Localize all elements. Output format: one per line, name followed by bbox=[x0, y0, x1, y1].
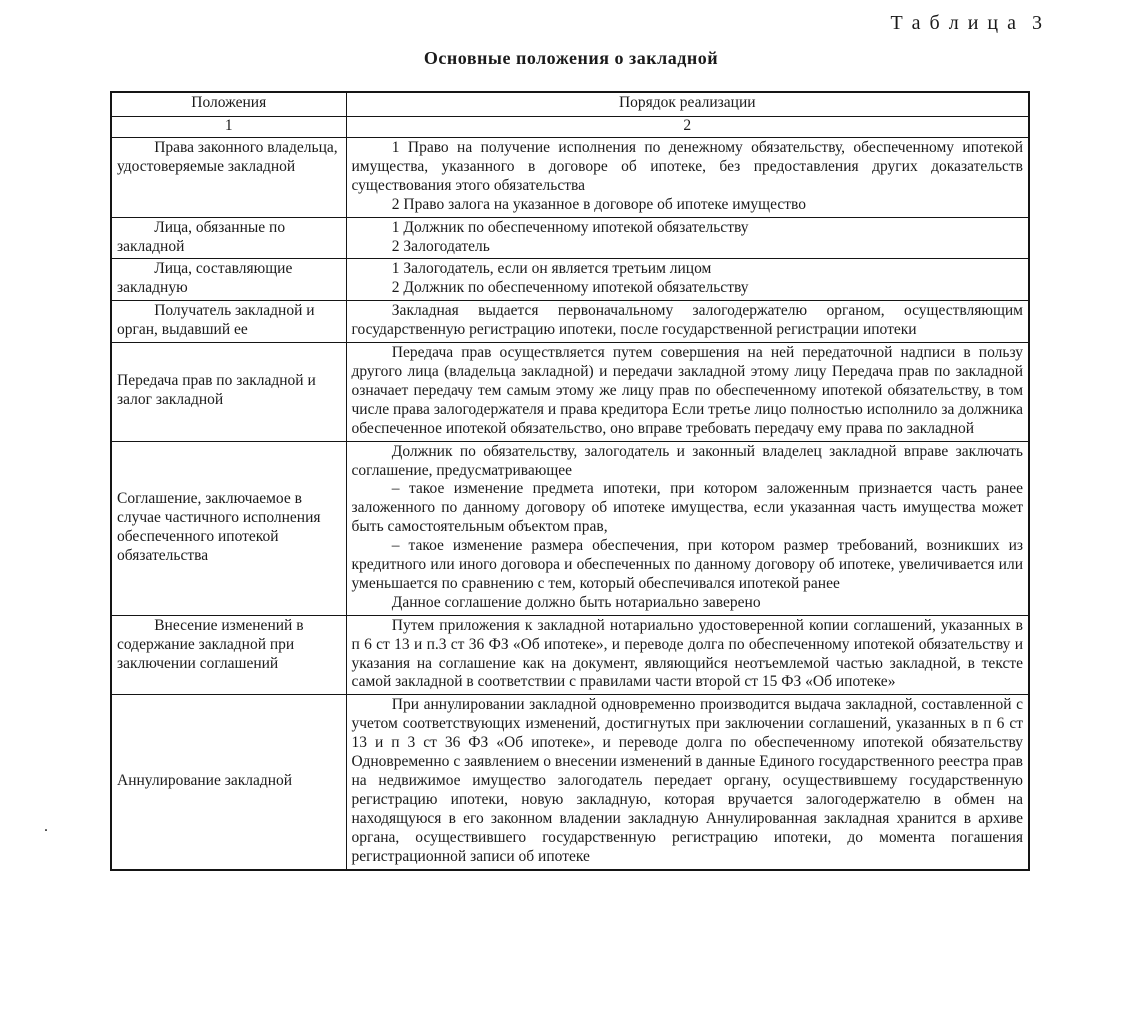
paragraph: 2 Залогодатель bbox=[391, 237, 490, 255]
paragraph: Данное соглашение должно быть нотариально заверено bbox=[391, 593, 761, 611]
stray-mark: . bbox=[44, 818, 48, 835]
paragraph: При аннулировании закладной одновременно производится выдача закладной, составленной с учетом соответствующих изменений, достигнутых при заключении соглашений, указанных в п 6 ст 13 и п 3 ст 36 ФЗ «Об ипотеке», и переводе долга по обеспеченному ипотекой обязательству Одновременно с заявлением о внесении изменений в данные Единого государственного реестра прав на недвижимое имущество залогодатель передает органу, осуществившему государственную регистрацию ипотеки, новую закладную, которая вручается залогодержателю в обмен на находящуюся в его законном владении закладную Аннулированная закладная хранится в архиве органа, осуществившего государственную регистрацию ипотеки, до момента погашения регистрационной записи об ипотеке bbox=[351, 696, 1023, 865]
position-cell: Получатель закладной и орган, выдавший ее bbox=[111, 301, 346, 343]
paragraph: Должник по обязательству, залогодатель и законный владелец закладной вправе заключать соглашение, предусматривающее bbox=[351, 442, 1023, 479]
column-number-1: 1 bbox=[111, 117, 346, 138]
paragraph: – такое изменение предмета ипотеки, при котором заложенным признается часть ранее заложенного по данному договору об ипотеке имущества, если указанная часть имущества может быть самостоятельным объектом прав, bbox=[351, 480, 1023, 536]
column-header-positions: Положения bbox=[111, 92, 346, 117]
position-cell: Соглашение, заключаемое в случае частичного исполнения обеспеченного ипотекой обязательства bbox=[111, 441, 346, 615]
table-caption: Т а б л и ц а 3 bbox=[890, 12, 1044, 34]
paragraph: 1 Право на получение исполнения по денежному обязательству, обеспеченному ипотекой имущества, указанного в договоре об ипотеке, без предоставления других доказательств существования этого обязательства bbox=[351, 139, 1023, 194]
table-row bbox=[111, 138, 1029, 218]
column-header-implementation: Порядок реализации bbox=[346, 92, 1029, 117]
paragraph: 2 Право залога на указанное в договоре об ипотеке имущество bbox=[391, 195, 806, 213]
details-cell bbox=[346, 138, 1029, 218]
position-cell: Лица, обязанные по закладной bbox=[111, 217, 346, 259]
table-header-row bbox=[111, 92, 1029, 117]
paragraph: 2 Должник по обеспеченному ипотекой обязательству bbox=[391, 279, 749, 297]
details-cell bbox=[346, 615, 1029, 695]
details-cell bbox=[346, 441, 1029, 615]
table-row bbox=[111, 301, 1029, 343]
paragraph: Передача прав осуществляется путем совершения на ней передаточной надписи в пользу другого лица (владельца закладной) и передачи закладной этому лицу Передача прав по закладной означает передачу тем самым этому же лицу прав по обеспеченному ипотекой обязательству, в том числе права залогодержателя и права кредитора Если третье лицо полностью исполнило за должника обеспеченное ипотекой обязательство, оно вправе требовать передачу ему права по закладной bbox=[351, 344, 1023, 437]
table-row bbox=[111, 695, 1029, 870]
table-row bbox=[111, 615, 1029, 695]
details-cell bbox=[346, 217, 1029, 259]
details-cell bbox=[346, 695, 1029, 870]
paragraph: 1 Должник по обеспеченному ипотекой обязательству bbox=[391, 218, 749, 236]
table-row bbox=[111, 343, 1029, 442]
table-row bbox=[111, 217, 1029, 259]
provisions-table bbox=[110, 91, 1030, 871]
position-cell: Аннулирование закладной bbox=[111, 695, 346, 870]
paragraph: 1 Залогодатель, если он является третьим лицом bbox=[391, 260, 712, 278]
paragraph: – такое изменение размера обеспечения, при котором размер требований, возникших из кредитного или иного договора и обеспеченных по данному договору об ипотеке, увеличивается или уменьшается по сравнению с тем, который обеспечивался ипотекой ранее bbox=[351, 537, 1023, 592]
document-title: Основные положения о закладной bbox=[423, 48, 719, 68]
details-cell bbox=[346, 301, 1029, 343]
table-row bbox=[111, 259, 1029, 301]
paragraph: Путем приложения к закладной нотариально удостоверенной копии соглашений, указанных в п 6 ст 13 и п.3 ст 36 ФЗ «Об ипотеке», и переводе долга по обеспеченному ипотекой обязательству и указания на соглашение как на документ, являющийся неотъемлемой частью закладной, в тексте самой закладной в соответствии с правилами части второй ст 15 ФЗ «Об ипотеке» bbox=[351, 616, 1023, 691]
position-cell: Права законного владельца, удостоверяемые закладной bbox=[111, 138, 346, 218]
details-cell bbox=[346, 259, 1029, 301]
column-number-2: 2 bbox=[346, 117, 1029, 138]
paragraph: Закладная выдается первоначальному залогодержателю органом, осуществляющим государственную регистрацию ипотеки, после государственной регистрации ипотеки bbox=[351, 302, 1023, 339]
column-number-row bbox=[111, 117, 1029, 138]
position-cell: Передача прав по закладной и залог закладной bbox=[111, 343, 346, 442]
position-cell: Лица, составляющие закладную bbox=[111, 259, 346, 301]
table-row bbox=[111, 441, 1029, 615]
position-cell: Внесение изменений в содержание закладной при заключении соглашений bbox=[111, 615, 346, 695]
details-cell bbox=[346, 343, 1029, 442]
